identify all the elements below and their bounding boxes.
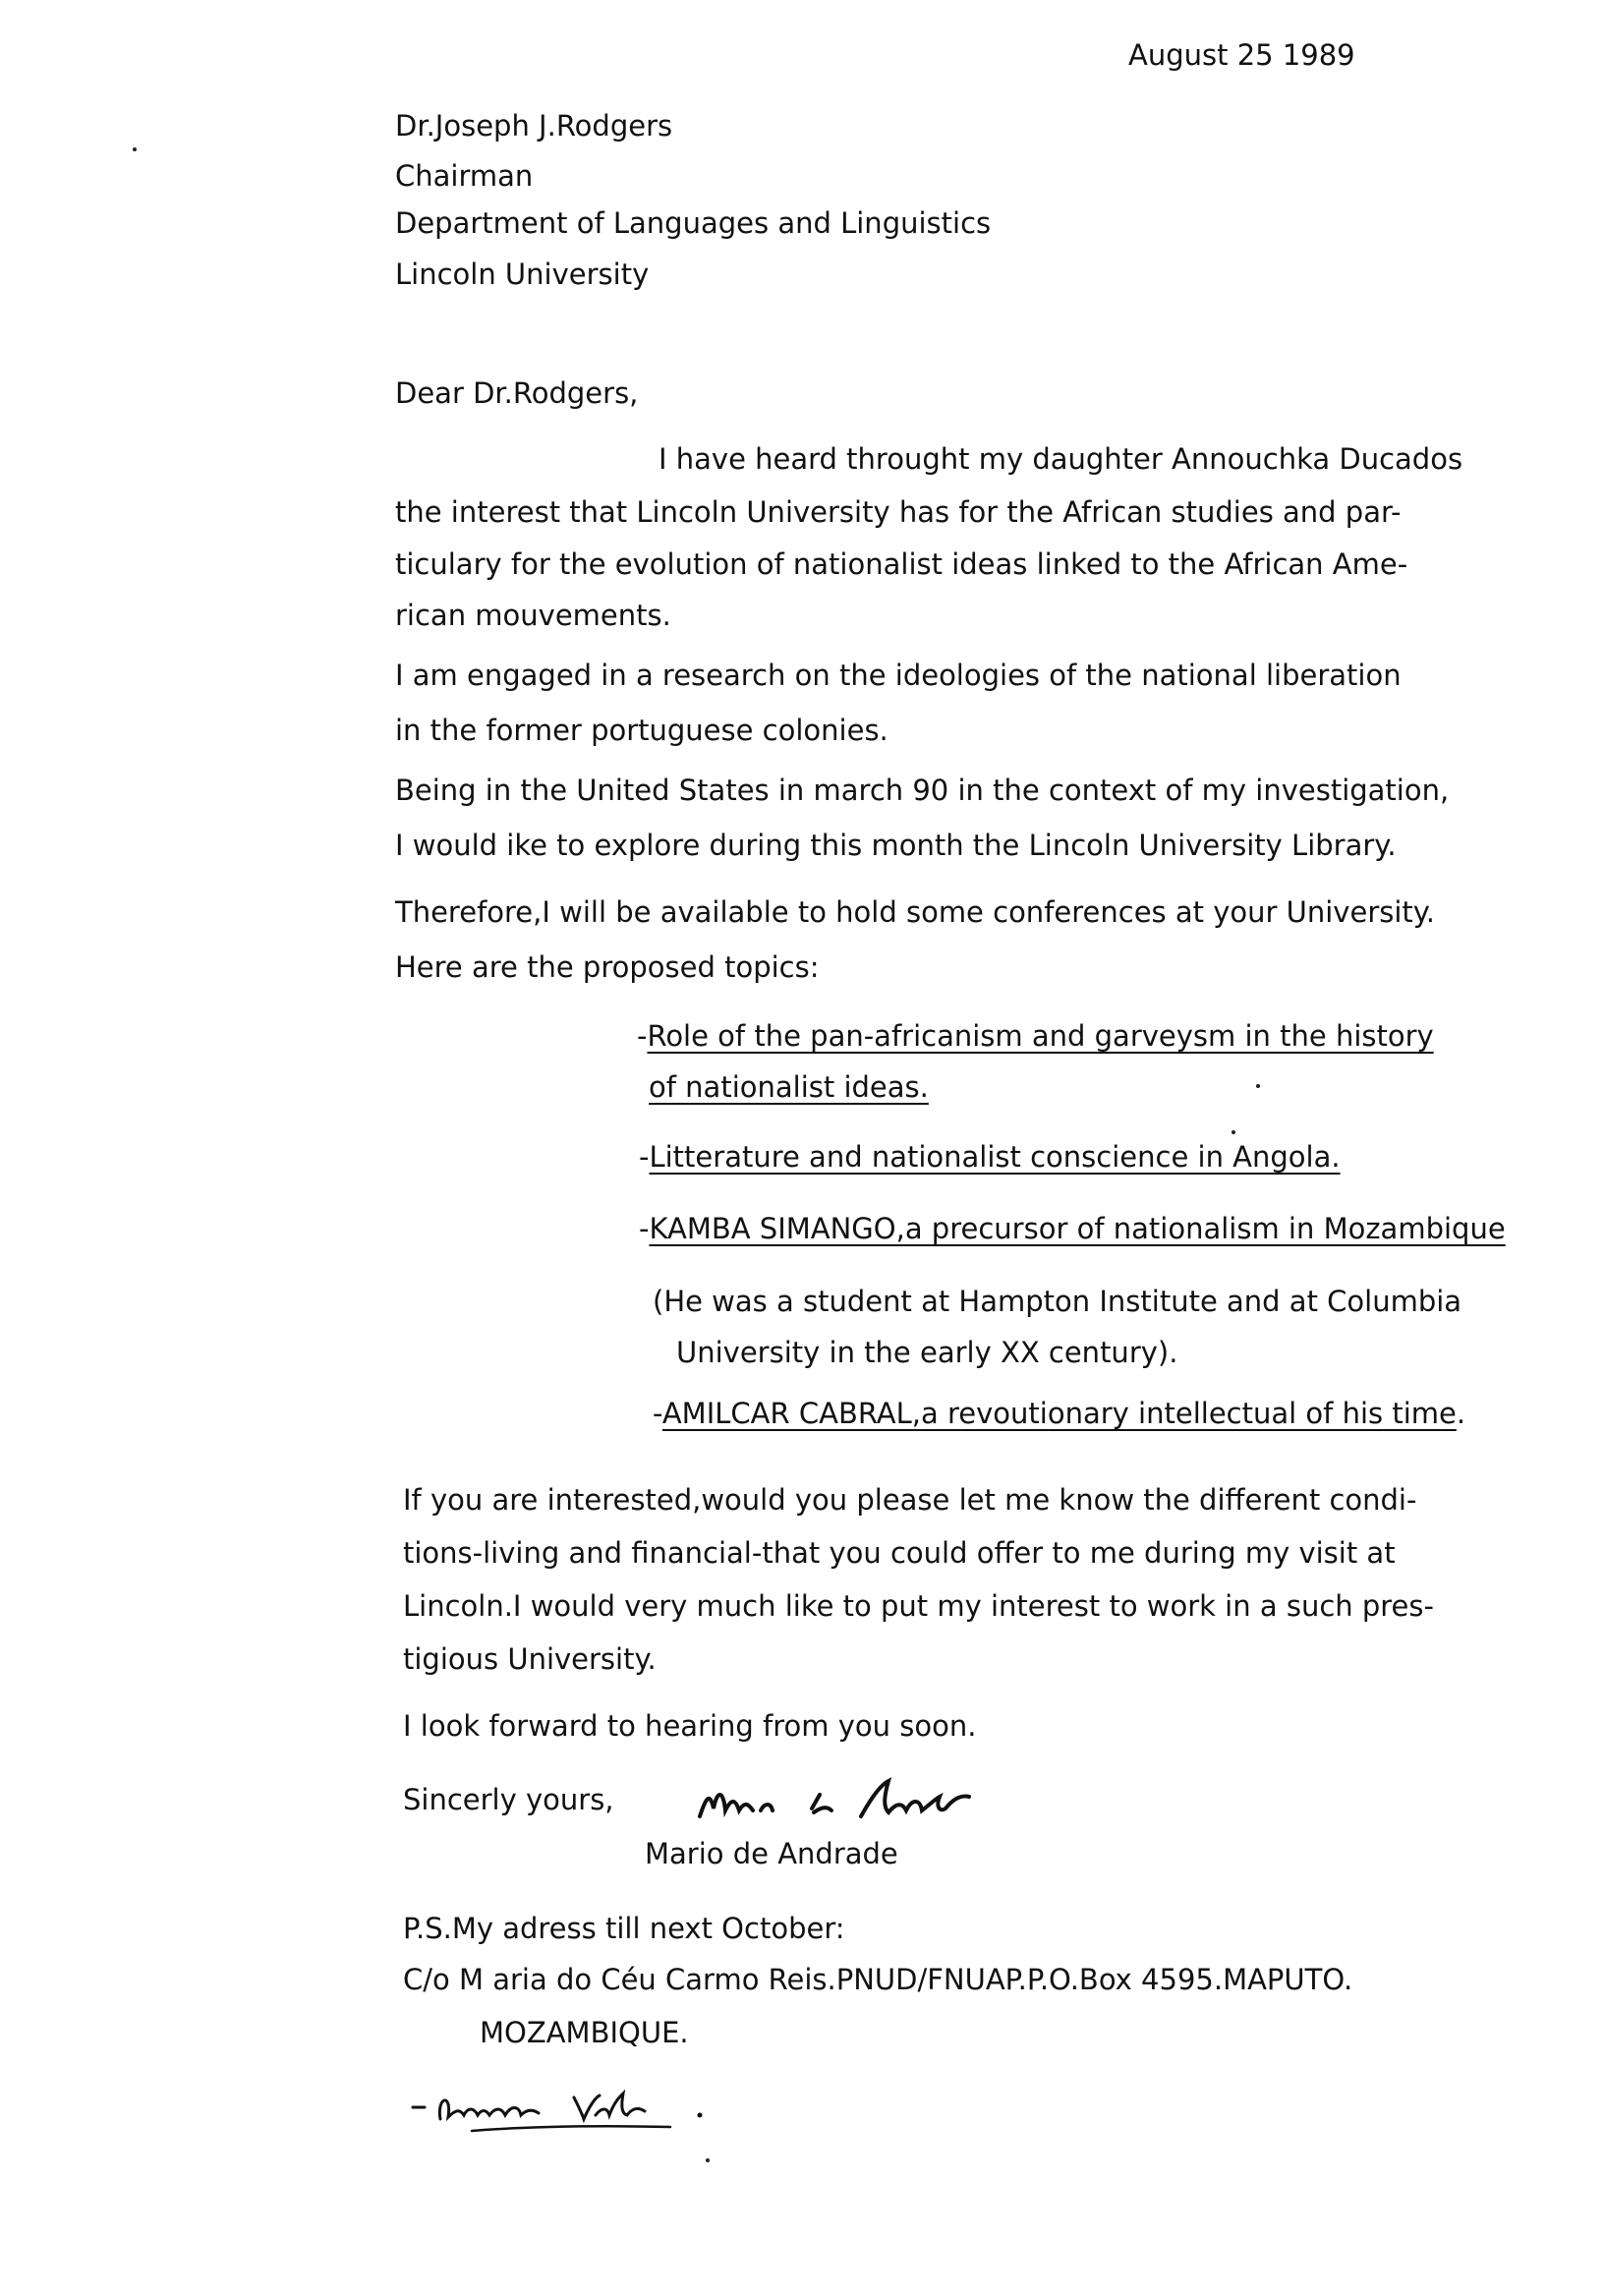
topic-dash: - xyxy=(637,1019,648,1053)
stray-mark xyxy=(706,2158,710,2162)
paragraph-3-line: Being in the United States in march 90 in the context of my investigation, xyxy=(395,774,1450,807)
stray-mark xyxy=(1232,1130,1235,1134)
recipient-institution: Lincoln University xyxy=(395,258,650,291)
topic-dash: - xyxy=(639,1212,650,1245)
recipient-title: Chairman xyxy=(395,159,534,193)
topic-note: (He was a student at Hampton Institute and at Columbia xyxy=(653,1285,1462,1318)
topic-text-continued: of nationalist ideas. xyxy=(649,1070,929,1104)
topic-item xyxy=(653,1397,1466,1430)
topic-text: Role of the pan-africanism and garveysm in the history xyxy=(647,1019,1434,1053)
recipient-department: Department of Languages and Linguistics xyxy=(395,206,992,240)
paragraph-5-line: If you are interested,would you please let me know the different condi- xyxy=(403,1483,1417,1517)
handwritten-signature xyxy=(688,1769,1022,1828)
stray-mark xyxy=(133,147,137,151)
recipient-name: Dr.Joseph J.Rodgers xyxy=(395,109,673,143)
topic-dash: - xyxy=(639,1140,650,1174)
topic-text: Litterature and nationalist conscience in Angola. xyxy=(649,1140,1341,1174)
topic-text: AMILCAR CABRAL,a revoutionary intellectual of his time xyxy=(661,1397,1457,1430)
paragraph-2-line: I am engaged in a research on the ideologies of the national liberation xyxy=(395,659,1402,692)
paragraph-1-line: I have heard throught my daughter Annouchka Ducados xyxy=(659,442,1463,476)
topic-dash: - xyxy=(653,1397,662,1430)
paragraph-4-line: Therefore,I will be available to hold some conferences at your University. xyxy=(395,895,1436,929)
stray-mark xyxy=(1256,1084,1260,1088)
ps-line: P.S.My adress till next October: xyxy=(403,1912,845,1945)
topic-text: KAMBA SIMANGO,a precursor of nationalism in Mozambique xyxy=(649,1212,1506,1245)
paragraph-1-line: the interest that Lincoln University has for the African studies and par- xyxy=(395,495,1402,529)
topic-item xyxy=(639,1140,1341,1174)
paragraph-1-line: ticulary for the evolution of nationalist ideas linked to the African Ame- xyxy=(395,547,1408,581)
paragraph-4-line: Here are the proposed topics: xyxy=(395,950,820,984)
paragraph-5-line: tions-living and financial-that you could offer to me during my visit at xyxy=(403,1536,1396,1570)
ps-line: C/o M aria do Céu Carmo Reis.PNUD/FNUAP.P.O.Box 4595.MAPUTO. xyxy=(403,1963,1353,1996)
paragraph-1-line: rican mouvements. xyxy=(395,599,671,632)
topic-end-mark: . xyxy=(1456,1397,1466,1430)
topic-item xyxy=(639,1212,1506,1245)
paragraph-5-line: Lincoln.I would very much like to put my interest to work in a such pres- xyxy=(403,1589,1434,1623)
topic-item xyxy=(637,1019,1434,1053)
salutation: Dear Dr.Rodgers, xyxy=(395,376,639,410)
ps-line: MOZAMBIQUE. xyxy=(480,2016,689,2049)
paragraph-5-line: tigious University. xyxy=(403,1642,657,1676)
paragraph-3-line: I would ike to explore during this month the Lincoln University Library. xyxy=(395,829,1397,862)
handwritten-note xyxy=(413,2084,727,2143)
signer-name: Mario de Andrade xyxy=(645,1837,898,1870)
paragraph-6: I look forward to hearing from you soon. xyxy=(403,1709,977,1743)
topic-note: University in the early XX century). xyxy=(676,1336,1178,1369)
paragraph-2-line: in the former portuguese colonies. xyxy=(395,714,888,747)
letter-date: August 25 1989 xyxy=(1128,38,1355,72)
closing: Sincerly yours, xyxy=(403,1783,614,1816)
